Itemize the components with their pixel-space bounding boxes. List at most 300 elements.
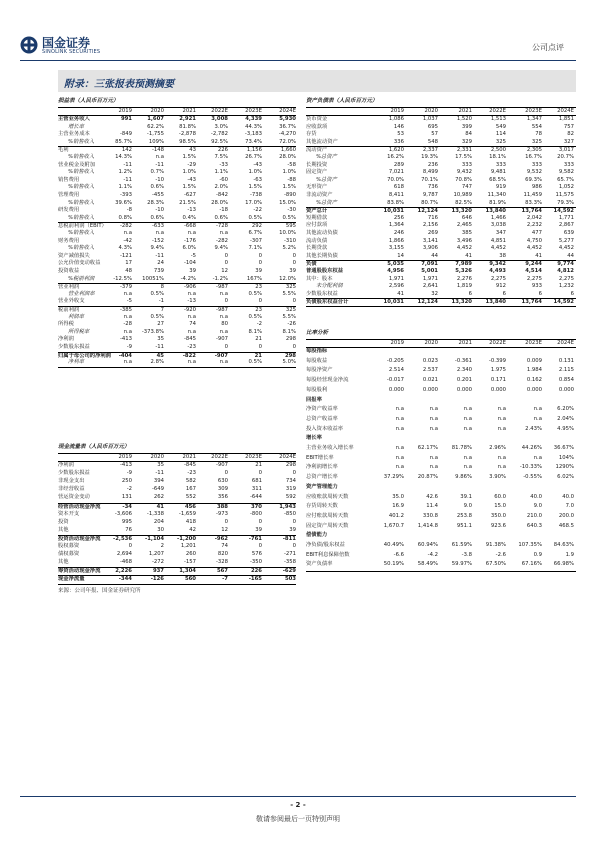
cell-value: 41: [397, 290, 404, 297]
cell-value: 39.6%: [115, 199, 132, 206]
cell-value: 10,031: [383, 299, 404, 306]
cell-value: 7.1%: [248, 245, 262, 252]
cell-value: -9: [126, 470, 132, 477]
cell-value: 1.5%: [182, 184, 196, 191]
cell-value: 9.4%: [214, 245, 228, 252]
cell-value: n.a: [395, 415, 404, 422]
income-column-header: [58, 107, 296, 116]
cell-value: 9.4%: [150, 245, 164, 252]
cell-value: -126: [150, 576, 164, 583]
row-label: 经营活动现金净流: [58, 503, 101, 510]
column-header-0: 2019: [390, 108, 404, 114]
table-row: [58, 543, 296, 551]
cell-value: 269: [427, 230, 438, 236]
table-row: [58, 169, 296, 177]
column-header-2: 2021: [182, 454, 196, 460]
cell-value: 0.171: [490, 377, 506, 384]
balance-sheet-table: [306, 96, 576, 320]
cell-value: 639: [563, 230, 574, 236]
row-label: 其他: [58, 526, 69, 533]
column-header-2: 2021: [182, 108, 196, 114]
cell-value: -2.6: [495, 551, 506, 558]
cell-value: 4,812: [557, 268, 574, 274]
cell-value: -43: [253, 161, 262, 168]
row-label: EBIT利息保障倍数: [306, 551, 350, 558]
row-label: 总资产增长率: [306, 474, 338, 481]
row-label: 应收款项: [306, 123, 328, 130]
cell-value: 1.5%: [182, 154, 196, 160]
cell-value: 9,244: [525, 261, 542, 268]
cell-value: 8,499: [422, 169, 438, 176]
table-row: [306, 184, 576, 192]
cell-value: 325: [285, 307, 296, 313]
row-label: 资产减值损失: [58, 252, 90, 259]
cashflow-column-header: [58, 453, 296, 462]
cell-value: 43: [189, 147, 196, 154]
cell-value: 10051%: [142, 275, 164, 282]
row-label: 每股收益: [306, 357, 328, 364]
table-row: [58, 276, 296, 284]
cell-value: 2.115: [558, 367, 574, 374]
cell-value: n.a: [219, 290, 228, 297]
row-label: 非流动资产: [306, 192, 333, 198]
cell-value: 0.6%: [214, 214, 228, 221]
cell-value: 0.7%: [150, 169, 164, 176]
section-title-bar: [58, 70, 576, 92]
cell-value: n.a: [533, 454, 542, 461]
cell-value: 2.537: [422, 367, 438, 374]
cell-value: -26: [287, 321, 296, 328]
cell-value: 42: [189, 526, 196, 533]
table-row: [306, 116, 576, 124]
cell-value: 21: [255, 336, 262, 343]
cell-value: n.a: [219, 313, 228, 320]
cell-value: 552: [185, 494, 196, 501]
cell-value: -1,338: [146, 510, 164, 517]
cell-value: -379: [119, 284, 132, 291]
cell-value: 70.0%: [387, 176, 404, 183]
table-row: [58, 192, 296, 200]
cell-value: 85.7%: [115, 138, 132, 145]
row-label: 长期投资: [306, 161, 328, 168]
cell-value: 9,582: [558, 169, 574, 176]
cell-value: -4,270: [278, 131, 296, 138]
cell-value: -404: [118, 352, 132, 359]
cell-value: 991: [120, 116, 132, 122]
cell-value: 2,305: [526, 147, 542, 154]
table-row: [58, 329, 296, 337]
cell-value: 57: [431, 131, 438, 138]
cell-value: 560: [184, 576, 196, 583]
cell-value: 11,575: [555, 192, 574, 198]
cell-value: 1,943: [279, 503, 296, 510]
cell-value: -7: [222, 576, 228, 583]
cell-value: -88: [287, 176, 296, 183]
table-row: [58, 359, 296, 367]
cell-value: 7,091: [421, 261, 438, 268]
cell-value: 1,364: [388, 222, 404, 229]
cell-value: 236: [427, 161, 438, 168]
cell-value: 399: [461, 123, 472, 130]
table-row: [58, 124, 296, 132]
cell-value: -9: [126, 344, 132, 350]
cell-value: n.a: [395, 464, 404, 471]
cell-value: -842: [215, 192, 228, 198]
cell-value: 146: [393, 123, 404, 130]
cell-value: 23: [255, 307, 262, 313]
cell-value: n.a: [533, 406, 542, 413]
cell-value: 477: [531, 230, 542, 236]
cell-value: 0: [224, 252, 228, 259]
cell-value: -0.361: [454, 357, 472, 364]
cell-value: 7,021: [388, 169, 404, 176]
cell-value: 1,414.8: [417, 522, 438, 529]
cell-value: 9.86%: [455, 474, 472, 481]
cell-value: 716: [427, 214, 438, 221]
logo-english-name: SINOLINK SECURITIES: [42, 49, 101, 55]
cell-value: 2,500: [490, 147, 506, 154]
table-row: [58, 344, 296, 352]
cell-value: -1.2%: [212, 275, 228, 282]
cell-value: 50.19%: [383, 561, 404, 568]
cell-value: 27: [157, 321, 164, 328]
cell-value: -23: [187, 470, 196, 477]
row-label: 主营业务成本: [58, 131, 90, 138]
cell-value: 820: [217, 551, 228, 558]
cell-value: 385: [461, 230, 472, 236]
column-header-4: 2023E: [525, 108, 542, 114]
cell-value: 58.49%: [417, 561, 438, 568]
cell-value: n.a: [219, 230, 228, 236]
cell-value: -358: [283, 559, 296, 566]
cell-value: 13,320: [451, 299, 472, 306]
cell-value: 6: [570, 290, 574, 297]
cell-value: 61.59%: [451, 542, 472, 548]
cell-value: 36.7%: [279, 123, 296, 130]
column-header-1: 2020: [424, 340, 438, 346]
row-label: 净利润: [58, 462, 74, 468]
cell-value: 736: [427, 184, 438, 191]
table-row: [306, 268, 576, 276]
table-row: [306, 416, 576, 426]
cell-value: -973: [215, 510, 228, 517]
cell-value: 1,466: [490, 214, 506, 221]
cell-value: -811: [282, 535, 296, 542]
cell-value: 83.8%: [387, 199, 404, 206]
cell-value: 912: [495, 283, 506, 290]
cell-value: 226: [250, 568, 262, 575]
column-header-3: 2022E: [211, 454, 228, 460]
cell-value: 6.7%: [248, 230, 262, 236]
cell-value: -822: [182, 352, 196, 359]
sinolink-logo-icon: [20, 36, 38, 54]
cell-value: n.a: [497, 454, 506, 461]
column-header-2: 2021: [458, 340, 472, 346]
table-row: [306, 154, 576, 162]
cell-value: 16.2%: [387, 154, 404, 160]
table-row: [306, 367, 576, 377]
table-row: [58, 551, 296, 559]
header-divider: [20, 60, 576, 61]
cell-value: 0.5%: [248, 359, 262, 366]
table-row: [306, 276, 576, 284]
cell-value: 595: [285, 223, 296, 230]
cell-value: 468.5: [558, 522, 574, 529]
cell-value: 1,304: [179, 568, 196, 575]
cell-value: 68.5%: [489, 176, 506, 183]
cell-value: -282: [119, 223, 132, 230]
cell-value: 35: [157, 462, 164, 468]
cell-value: 2.514: [388, 367, 404, 374]
cell-value: 1.0%: [182, 169, 196, 176]
cell-value: 0.000: [456, 386, 472, 393]
row-label: 税前利润: [58, 307, 80, 313]
cell-value: 44.26%: [521, 445, 542, 451]
row-label: 营运资金变动: [58, 494, 90, 501]
cell-value: 4,493: [489, 268, 506, 274]
cell-value: 7: [160, 307, 164, 313]
cell-value: -282: [215, 237, 228, 244]
table-bottom-border: [58, 367, 296, 368]
cell-value: 0.000: [526, 386, 542, 393]
cell-value: 2.96%: [489, 445, 506, 451]
cell-value: 2,226: [115, 568, 132, 575]
cell-value: -350: [249, 559, 262, 566]
balance-table-title: 资产负债表（人民币百万元）: [306, 96, 576, 108]
cell-value: 2,275: [558, 275, 574, 282]
cell-value: 35.0: [392, 493, 404, 500]
cell-value: -2: [126, 486, 132, 493]
cell-value: -22: [253, 207, 262, 214]
cell-value: 167: [185, 486, 196, 493]
balance-column-header: [306, 107, 576, 116]
cell-value: 309: [217, 486, 228, 493]
cell-value: 37.29%: [383, 474, 404, 481]
cell-value: 503: [284, 576, 296, 583]
cell-value: 36.67%: [553, 445, 574, 451]
cell-value: -6.6: [393, 551, 404, 558]
cell-value: 10.0%: [279, 230, 296, 236]
cell-value: 3.0%: [214, 123, 228, 130]
cell-value: -455: [151, 192, 164, 198]
cell-value: 919: [495, 184, 506, 191]
cell-value: 4,851: [490, 237, 506, 244]
row-label: 资产管理能力: [306, 483, 338, 490]
cell-value: 4,452: [456, 245, 472, 252]
cell-value: -28: [123, 321, 132, 328]
table-row: [58, 139, 296, 147]
cell-value: 2,042: [526, 214, 542, 221]
cell-value: 131: [121, 494, 132, 501]
table-row: [58, 291, 296, 299]
cell-value: 1,037: [422, 116, 438, 122]
cell-value: 0: [258, 518, 262, 525]
cell-value: -627: [183, 192, 196, 198]
table-row: [306, 532, 576, 542]
row-label: 其他流动负债: [306, 230, 338, 236]
cell-value: -761: [248, 535, 262, 542]
cell-value: 329: [461, 138, 472, 145]
cell-value: 350.0: [490, 512, 506, 519]
cell-value: 3,906: [422, 245, 438, 252]
row-label: 非现金支出: [58, 478, 85, 485]
table-row: [58, 470, 296, 478]
row-label: %销售收入: [68, 184, 95, 191]
cell-value: -63: [253, 176, 262, 183]
table-row: [306, 131, 576, 139]
cell-value: 0: [224, 344, 228, 350]
table-row: [58, 260, 296, 268]
cell-value: -962: [214, 535, 228, 542]
cell-value: 0.4%: [182, 214, 196, 221]
cell-value: n.a: [123, 359, 132, 366]
cell-value: 74: [221, 543, 228, 549]
row-label: %总资产: [316, 176, 337, 183]
row-label: 未分配利润: [316, 283, 343, 290]
table-row: [58, 154, 296, 162]
row-label: 存货: [306, 131, 317, 138]
cell-value: n.a: [395, 425, 404, 432]
cell-value: 6.20%: [557, 406, 574, 413]
row-label: %税前利润: [68, 275, 95, 282]
column-header-4: 2023E: [245, 454, 262, 460]
cell-value: 325: [285, 284, 296, 291]
cell-value: -0.55%: [523, 474, 542, 481]
cell-value: -0.017: [386, 377, 404, 384]
cell-value: -920: [183, 307, 196, 313]
cell-value: -148: [151, 147, 164, 154]
cell-value: 0.5%: [150, 313, 164, 320]
cell-value: 1,971: [422, 275, 438, 282]
cell-value: n.a: [395, 406, 404, 413]
row-label: 营业外收支: [58, 298, 85, 305]
column-header-5: 2024E: [557, 108, 574, 114]
cell-value: 5,035: [387, 261, 404, 268]
cell-value: 13,764: [521, 299, 542, 306]
cell-value: 333: [531, 161, 542, 168]
table-row: [306, 162, 576, 170]
column-header-5: 2024E: [279, 108, 296, 114]
cell-value: 7.5%: [214, 154, 228, 160]
cell-value: 1,851: [558, 116, 574, 122]
row-label: 负债股东权益合计: [306, 299, 349, 306]
source-note: 来源：公司年报、国金证券研究所: [58, 588, 141, 594]
cell-value: 81.8%: [179, 123, 196, 130]
row-label: 息税前利润（EBIT）: [58, 223, 107, 230]
cell-value: 109%: [148, 138, 164, 145]
cell-value: 418: [185, 518, 196, 525]
cell-value: 0: [258, 543, 262, 549]
table-row: [306, 542, 576, 552]
cell-value: n.a: [497, 425, 506, 432]
table-row: [58, 131, 296, 139]
table-row: [58, 116, 296, 124]
cell-value: -890: [283, 192, 296, 198]
cell-value: 13,764: [521, 208, 542, 215]
cell-value: 1.1%: [214, 169, 228, 176]
cell-value: -845: [183, 336, 196, 343]
column-header-3: 2022E: [489, 340, 506, 346]
cell-value: 4,750: [526, 237, 542, 244]
cell-value: 81.78%: [451, 445, 472, 451]
cell-value: 12,124: [417, 208, 438, 215]
cell-value: 986: [531, 184, 542, 191]
cell-value: 20.87%: [417, 474, 438, 481]
cell-value: -272: [151, 559, 164, 566]
cell-value: 4,452: [526, 245, 542, 252]
cell-value: 13,840: [485, 208, 506, 215]
income-table-title: 损益表（人民币百万元）: [58, 96, 296, 108]
cell-value: -11: [155, 344, 164, 350]
table-row: [58, 559, 296, 567]
table-row: [306, 552, 576, 562]
cell-value: 0: [258, 470, 262, 477]
cell-value: 1,771: [558, 214, 574, 221]
cell-value: 333: [563, 161, 574, 168]
cell-value: 1,819: [456, 283, 472, 290]
cell-value: 995: [121, 518, 132, 525]
cell-value: 2,331: [456, 147, 472, 154]
cell-value: 72.0%: [279, 138, 296, 145]
cell-value: 9,774: [557, 261, 574, 268]
cell-value: 2,232: [526, 222, 542, 229]
table-row: [306, 348, 576, 358]
table-row: [58, 494, 296, 502]
cell-value: 576: [251, 551, 262, 558]
cell-value: -3,606: [114, 510, 132, 517]
cell-value: 5,001: [421, 268, 438, 274]
cell-value: 40.49%: [383, 542, 404, 548]
cell-value: 204: [153, 518, 164, 525]
logo-chinese-name: 国金证券: [42, 36, 91, 50]
row-label: %销售收入: [68, 245, 95, 252]
row-label: 总资产收益率: [306, 415, 338, 422]
cell-value: 53: [397, 131, 404, 138]
cell-value: 9.0: [463, 503, 472, 510]
cell-value: 39: [289, 526, 296, 533]
cell-value: n.a: [463, 464, 472, 471]
cell-value: 1,670.7: [383, 522, 404, 529]
cell-value: -104: [183, 260, 196, 267]
cell-value: -328: [215, 559, 228, 566]
cell-value: -0.399: [488, 357, 506, 364]
cell-value: -11: [123, 176, 132, 183]
cell-value: n.a: [533, 415, 542, 422]
table-row: [306, 200, 576, 208]
cell-value: 21: [254, 352, 262, 359]
cell-value: 298: [285, 336, 296, 343]
cell-value: 592: [285, 494, 296, 501]
cell-value: 41: [535, 252, 542, 259]
row-label: 净利润: [58, 336, 74, 343]
column-header-0: 2019: [390, 340, 404, 346]
cell-value: 62.2%: [147, 123, 164, 130]
cell-value: 79.3%: [557, 199, 574, 206]
cell-value: 0.6%: [150, 214, 164, 221]
cell-value: -987: [215, 284, 228, 291]
cell-value: 30: [157, 526, 164, 533]
column-header-1: 2020: [150, 108, 164, 114]
cell-value: 1,207: [148, 551, 164, 558]
cell-value: 0: [224, 470, 228, 477]
row-label: 公允价值变动收益: [58, 260, 101, 267]
cell-value: 2,156: [422, 222, 438, 229]
cell-value: 13,840: [485, 299, 506, 306]
cell-value: -1: [158, 298, 164, 305]
cell-value: 80.7%: [421, 199, 438, 206]
cell-value: -23: [187, 344, 196, 350]
cell-value: 2.04%: [557, 415, 574, 422]
